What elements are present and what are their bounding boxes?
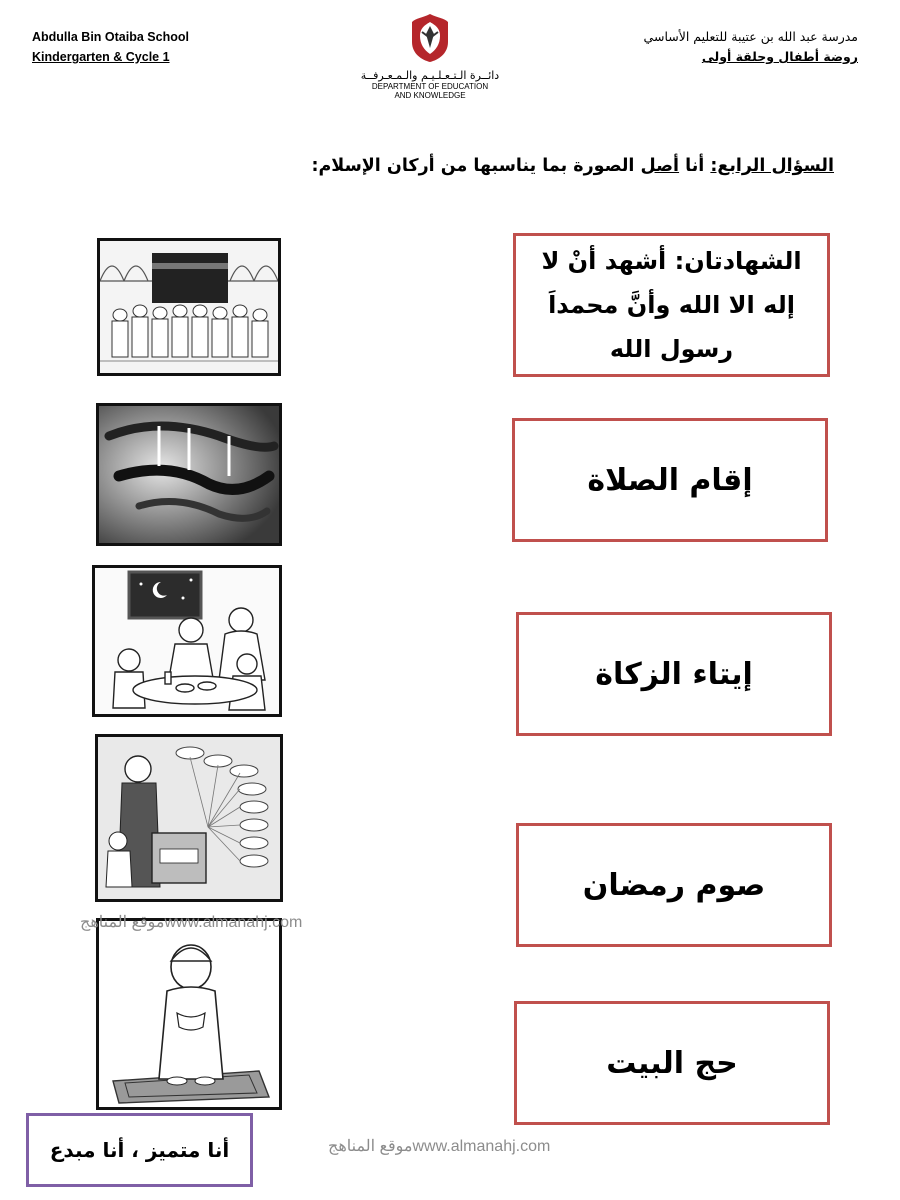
department-logo [360,12,500,104]
school-cycle-en: Kindergarten & Cycle 1 [32,50,170,64]
department-name-en-1: DEPARTMENT OF EDUCATION [371,82,489,91]
picture-prayer[interactable] [96,918,282,1110]
school-title-ar: مدرسة عبد الله بن عتيبة للتعليم الأساسي [643,29,858,44]
pillar-shahadatan-text: الشهادتان: أشهد أنْ لا إله الا الله وأنَّ محمداَ رسول الله [541,247,802,363]
watermark: موقع المناهجwww.almanahj.com [80,914,303,931]
watermark-footer: موقع المناهجwww.almanahj.com [328,1138,551,1155]
pillar-shahadatan[interactable] [513,233,830,377]
motivation-badge [26,1113,253,1187]
picture-iftar[interactable] [92,565,282,717]
motivation-badge-text: أنا متميز ، أنا مبدع [49,1138,230,1162]
department-name-ar: دائــرة الـتـعـلـيـم والـمـعـرفــة [360,69,500,82]
shahada-calligraphy-icon [99,406,279,543]
pillar-salah-text: إقام الصلاة [587,462,753,498]
emblem-icon [408,12,452,64]
pillar-sawm-text: صوم رمضان [582,867,766,903]
pillar-hajj-text: حج البيت [606,1045,738,1081]
pillar-zakat[interactable] [516,612,832,736]
department-name-en-2: AND KNOWLEDGE [394,91,466,100]
question-label: السؤال الرابع: [710,156,834,176]
question-rest: الصورة بما يناسبها من أركان الإسلام: [311,156,635,176]
pillar-zakat-text: إيتاء الزكاة [595,656,753,692]
school-cycle-ar: روضة أطفال وحلقة أولى [701,49,858,64]
pillar-hajj[interactable] [514,1001,830,1125]
pillar-salah[interactable] [512,418,828,542]
question-heading [311,156,834,176]
family-iftar-icon [95,568,279,714]
school-name-en [32,27,189,67]
school-title-en: Abdulla Bin Otaiba School [32,30,189,44]
zakat-box-icon [98,737,280,899]
pillar-sawm[interactable] [516,823,832,947]
question-pre: أنا [685,156,705,176]
school-name-ar [644,27,858,67]
picture-kaaba[interactable] [97,238,281,376]
question-verb: أصل [640,156,680,176]
kaaba-pilgrims-icon [100,241,278,373]
boy-praying-icon [99,921,279,1107]
picture-shahada[interactable] [96,403,282,546]
picture-zakat[interactable] [95,734,283,902]
